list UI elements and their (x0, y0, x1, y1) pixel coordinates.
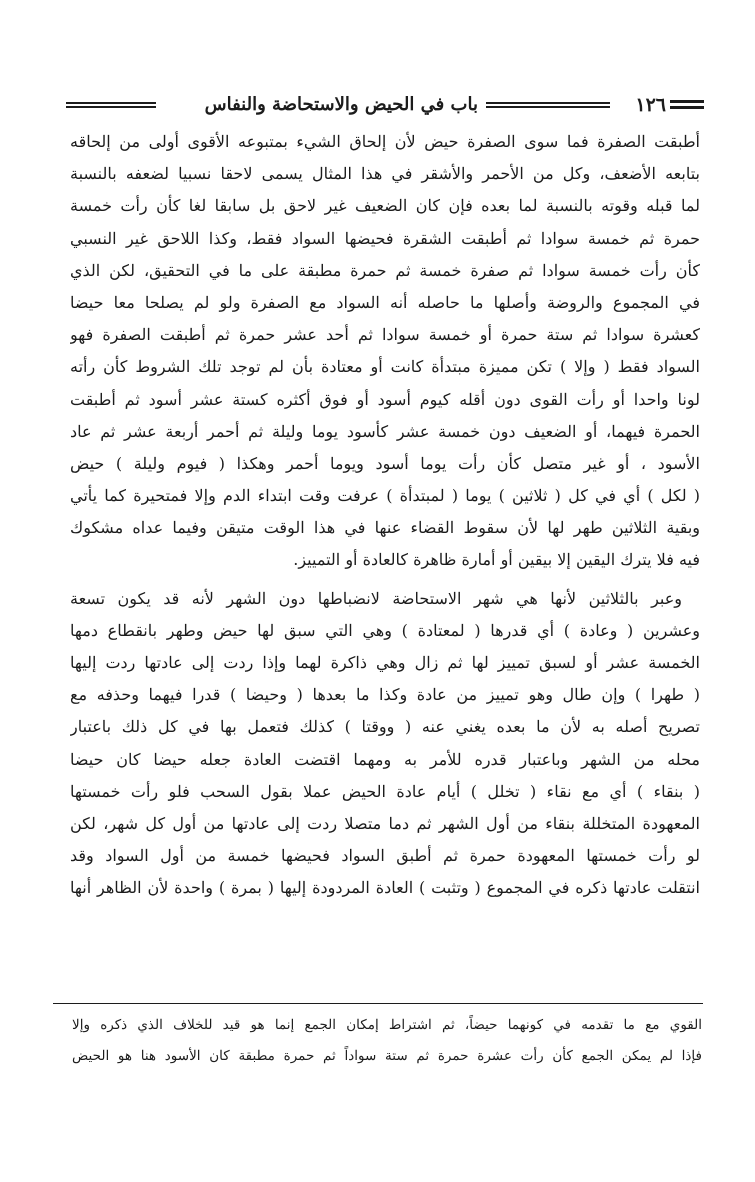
text-line: وعبر بالثلاثين لأنها هي شهر الاستحاضة لانضباطها دون الشهر لأنه قد يكون تسعة (70, 588, 682, 608)
text-line: ( لكل ) أي في كل ( ثلاثين ) يوما ( لمبتدأة ) عرفت وقت ابتداء الدم وإلا فمتحيرة كما يأتي (70, 486, 700, 506)
paragraph (70, 126, 700, 577)
text-line: فيه فلا يترك اليقين إلا بيقين أو أمارة ظاهرة كالعادة أو التمييز. (293, 550, 700, 570)
text-line: محله من الشهر وباعتبار قدره للأمر به ومهما اقتضت العادة جعله حيضا كان حيضا (70, 749, 700, 769)
text-line: انتقلت عادتها ذكره في المجموع ( وتثبت ) العادة المردودة إليها ( بمرة ) واحدة لأن الظاهر أنها (70, 878, 700, 898)
text-line: السواد فقط ( وإلا ) تكن مميزة مبتدأة كانت أو معتادة بأن لم توجد تلك الشروط كأن رأته (70, 357, 700, 377)
text-line: الخمسة عشر أو لسبق تمييز لها ثم زال وهي ذاكرة لهما وإذا ردت إلى عادتها ردت إليها (70, 653, 700, 672)
paragraph (70, 583, 700, 905)
chapter-title: باب في الحيض والاستحاضة والنفاس (204, 94, 478, 115)
text-line: حمرة ثم خمسة سوادا ثم أطبقت الشقرة فحيضها السواد فقط، وكذا اللاحق غير النسبي (70, 228, 700, 248)
footnote-line: فإذا لم يمكن الجمع كأن رأت عشرة حمرة ثم ستة سواداً ثم حمرة مطبقة كان الأسود هنا هو الحيض (72, 1048, 702, 1064)
text-line: المعهودة المتخللة بنقاء من أول الشهر ثم دما متصلا ردت إلى عادتها من أول كل شهر، لكن (70, 813, 700, 833)
text-line: في المجموع والروضة وأصلها ما حاصله أنه السواد مع الصفرة ولو لم يصلحا معا حيضا (70, 292, 700, 312)
text-line: تصريح أصله به لأن ما بعده يغني عنه ( ووقتا ) كذلك فتعمل بها في كل ذلك باعتبار (70, 717, 700, 737)
text-line: كأن رأت خمسة سوادا ثم صفرة خمسة ثم حمرة مطبقة على ما في التحقيق، لكن الذي (70, 260, 700, 280)
footnotes (72, 1010, 702, 1072)
text-line: بتابعه الأضعف، وكل من الأحمر والأشقر في هذا المثال يسمى لاحقا نسبيا لضعفه بالنسبة (70, 164, 700, 184)
text-line: ( بنقاء ) أي مع نقاء ( تخلل ) أيام عادة الحيض عملا بقول السحب فلو رأت خمستها (70, 781, 700, 801)
footnote-separator (53, 1003, 703, 1004)
header-rule-left (66, 102, 156, 108)
running-header (66, 92, 706, 120)
text-line: لونا واحدا أو رأت القوى دون أقله كيوم أسود أو فوق أكثره كستة عشر أسود ثم أطبقت (70, 389, 700, 409)
text-line: لما قبله وقوته بالنسبة لما بعده فإن كان الضعيف غير لاحق بل سابقا لغا كأن رأت خمسة (70, 196, 700, 216)
text-line: ( طهرا ) وإن طال وهو تمييز من عادة وكذا ما بعدها ( وحيضا ) قدرا فيهما وحذفه مع (70, 685, 700, 705)
footnote-line: القوي مع ما تقدمه في كونهما حيضاً، ثم اشتراط إمكان الجمع إنما هو قيد للخلاف الذي ذكره وإلا (72, 1017, 702, 1033)
header-rule-right (486, 102, 610, 108)
text-line: أطبقت الصفرة فما سوى الصفرة حيض لأن إلحاق الشيء بمتبوعه الأقوى أولى من إلحاقه (70, 132, 700, 151)
page-number-ornament-rule (670, 100, 704, 109)
page-number: ١٢٦ (635, 94, 666, 116)
text-line: وعشرين ( وعادة ) أي قدرها ( لمعتادة ) وهي التي سبق لها حيض وطهر بانقطاع دمها (70, 620, 700, 640)
text-line: الأسود ، أو غير متصل كأن رأت يوما أسود ويوما أحمر وهكذا ( فيوم وليلة ) حيض (70, 453, 700, 473)
main-text (70, 126, 700, 905)
text-line: لو رأت خمستها المعهودة حمرة ثم أطبق السواد فحيضها خمسة من أول السواد وقد (70, 846, 700, 866)
text-line: وبقية الثلاثين طهر لها لأن سقوط القضاء عنها في هذا الوقت متيقن وفيما عداه مشكوك (70, 518, 700, 538)
text-line: كعشرة سوادا ثم ستة حمرة أو خمسة سوادا ثم أحد عشر حمرة ثم أطبقت الصفرة فهو (70, 325, 700, 345)
text-line: الحمرة فيهما، أو الضعيف دون خمسة عشر كأسود يوما وليلة ثم أحمر أربعة عشر ثم عاد (70, 421, 700, 441)
